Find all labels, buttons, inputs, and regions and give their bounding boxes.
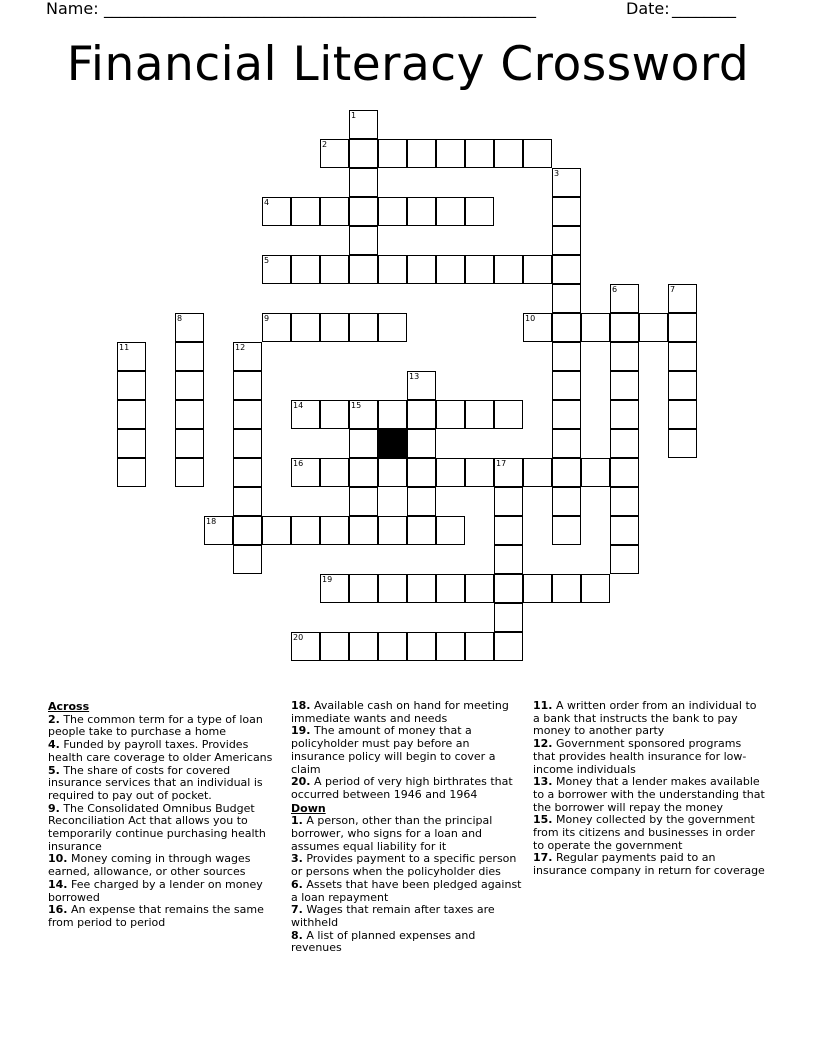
grid-cell[interactable]	[552, 313, 581, 342]
grid-cell[interactable]	[465, 197, 494, 226]
clue-item	[291, 725, 523, 776]
clue-text: A written order from an individual to a bank that instructs the bank to pay money to another party	[533, 699, 757, 738]
grid-cell[interactable]	[175, 429, 204, 458]
clue-item	[291, 930, 523, 955]
grid-cell[interactable]	[436, 139, 465, 168]
clue-item	[48, 853, 280, 878]
grid-cell[interactable]	[233, 342, 262, 371]
grid-cell[interactable]	[117, 342, 146, 371]
grid-cell[interactable]	[291, 632, 320, 661]
grid-cell[interactable]	[378, 458, 407, 487]
grid-cell[interactable]	[175, 400, 204, 429]
grid-cell[interactable]	[175, 458, 204, 487]
clue-item	[48, 879, 280, 904]
grid-cell[interactable]	[552, 458, 581, 487]
clue-item	[48, 739, 280, 764]
clue-number-label: 2.	[48, 712, 60, 726]
clue-number: 15	[351, 401, 362, 410]
grid-cell[interactable]	[262, 197, 291, 226]
clue-number-label: 12.	[533, 737, 553, 751]
grid-cell[interactable]	[523, 458, 552, 487]
grid-cell[interactable]	[494, 255, 523, 284]
clue-text: Available cash on hand for meeting immediate wants and needs	[291, 699, 509, 725]
grid-cell[interactable]	[349, 458, 378, 487]
clue-number-label: 8.	[291, 928, 303, 942]
clue-number-label: 10.	[48, 852, 68, 866]
grid-cell[interactable]	[349, 313, 378, 342]
grid-cell[interactable]	[552, 429, 581, 458]
clue-item	[291, 853, 523, 878]
grid-cell[interactable]	[668, 342, 697, 371]
clue-text: A list of planned expenses and revenues	[291, 928, 476, 955]
clue-number-label: 18.	[291, 699, 311, 712]
grid-cell[interactable]	[291, 516, 320, 545]
clue-number: 14	[293, 401, 304, 410]
clue-item	[291, 700, 523, 725]
clue-item	[533, 700, 765, 738]
grid-cell[interactable]	[610, 487, 639, 516]
grid-cell[interactable]	[407, 400, 436, 429]
clue-item	[533, 776, 765, 814]
grid-cell[interactable]	[407, 632, 436, 661]
grid-cell[interactable]	[291, 458, 320, 487]
grid-cell[interactable]	[117, 458, 146, 487]
grid-cell[interactable]	[233, 429, 262, 458]
clue-number-label: 1.	[291, 814, 303, 828]
grid-cell[interactable]	[378, 516, 407, 545]
clue-text: Wages that remain after taxes are withheld	[291, 903, 495, 929]
grid-cell[interactable]	[349, 168, 378, 197]
grid-cell[interactable]	[436, 197, 465, 226]
clue-number-label: 5.	[48, 763, 60, 777]
clue-text: Government sponsored programs that provides health insurance for low-income individuals	[533, 737, 747, 776]
clue-number-label: 4.	[48, 738, 60, 752]
clue-column-1	[48, 700, 280, 930]
name-label: Name:	[46, 0, 99, 18]
clue-number: 16	[293, 459, 304, 468]
grid-cell[interactable]	[291, 197, 320, 226]
clue-number: 5	[264, 256, 270, 265]
grid-cell[interactable]	[436, 632, 465, 661]
grid-cell[interactable]	[378, 400, 407, 429]
clue-text: Provides payment to a specific person or persons when the policyholder dies	[291, 852, 517, 879]
grid-cell[interactable]	[494, 545, 523, 574]
clue-number: 13	[409, 372, 420, 381]
grid-cell[interactable]	[407, 487, 436, 516]
grid-cell[interactable]	[262, 313, 291, 342]
grid-cell[interactable]	[262, 255, 291, 284]
grid-cell[interactable]	[175, 342, 204, 371]
grid-cell[interactable]	[407, 429, 436, 458]
clue-number-label: 9.	[48, 801, 60, 815]
grid-cell[interactable]	[523, 255, 552, 284]
grid-cell[interactable]	[610, 429, 639, 458]
grid-cell[interactable]	[407, 197, 436, 226]
grid-block	[378, 429, 407, 458]
grid-cell[interactable]	[349, 487, 378, 516]
clue-item	[533, 738, 765, 776]
grid-cell[interactable]	[639, 313, 668, 342]
grid-cell[interactable]	[552, 574, 581, 603]
grid-cell[interactable]	[465, 139, 494, 168]
grid-cell[interactable]	[349, 197, 378, 226]
grid-cell[interactable]	[320, 574, 349, 603]
grid-cell[interactable]	[349, 255, 378, 284]
grid-cell[interactable]	[523, 313, 552, 342]
across-heading: Across	[48, 700, 90, 713]
grid-cell[interactable]	[175, 371, 204, 400]
clue-text: A person, other than the principal borrower, who signs for a loan and assumes equal liability for it	[291, 814, 493, 853]
grid-cell[interactable]	[610, 342, 639, 371]
grid-cell[interactable]	[668, 284, 697, 313]
name-line: ______________________________________________________	[104, 0, 536, 18]
grid-cell[interactable]	[668, 371, 697, 400]
clue-number-label: 7.	[291, 903, 303, 917]
clue-number: 18	[206, 517, 217, 526]
grid-cell[interactable]	[610, 516, 639, 545]
grid-cell[interactable]	[349, 110, 378, 139]
grid-cell[interactable]	[349, 400, 378, 429]
grid-cell[interactable]	[610, 284, 639, 313]
clue-text: A period of very high birthrates that occurred between 1946 and 1964	[291, 775, 513, 801]
clue-item	[533, 814, 765, 852]
clue-number: 9	[264, 314, 270, 323]
clue-text: The share of costs for covered insurance services that an individual is required to pay out of pocket.	[48, 763, 263, 802]
grid-cell[interactable]	[494, 458, 523, 487]
clue-text: Fee charged by a lender on money borrowed	[48, 877, 263, 904]
grid-cell[interactable]	[378, 574, 407, 603]
grid-cell[interactable]	[320, 632, 349, 661]
grid-cell[interactable]	[378, 632, 407, 661]
grid-cell[interactable]	[378, 313, 407, 342]
clue-item	[291, 776, 523, 801]
clue-number-label: 17.	[533, 851, 553, 865]
grid-cell[interactable]	[233, 516, 262, 545]
clue-column-2	[291, 700, 523, 955]
clue-item	[48, 714, 280, 739]
grid-cell[interactable]	[552, 226, 581, 255]
date-line: ________	[672, 0, 736, 18]
clue-number: 6	[612, 285, 618, 294]
clue-item	[291, 815, 523, 853]
clue-item	[48, 765, 280, 803]
grid-cell[interactable]	[465, 400, 494, 429]
grid-cell[interactable]	[233, 400, 262, 429]
grid-cell[interactable]	[494, 400, 523, 429]
grid-cell[interactable]	[552, 255, 581, 284]
grid-cell[interactable]	[204, 516, 233, 545]
grid-cell[interactable]	[610, 313, 639, 342]
grid-cell[interactable]	[349, 632, 378, 661]
clue-number-label: 6.	[291, 877, 303, 891]
clue-number-label: 20.	[291, 775, 311, 789]
grid-cell[interactable]	[436, 574, 465, 603]
down-heading: Down	[291, 801, 326, 815]
clue-number: 8	[177, 314, 183, 323]
grid-cell[interactable]	[233, 487, 262, 516]
grid-cell[interactable]	[320, 400, 349, 429]
grid-cell[interactable]	[407, 255, 436, 284]
grid-cell[interactable]	[349, 516, 378, 545]
grid-cell[interactable]	[610, 458, 639, 487]
grid-cell[interactable]	[233, 458, 262, 487]
clue-number-label: 14.	[48, 877, 68, 891]
clue-item	[48, 904, 280, 929]
grid-cell[interactable]	[378, 197, 407, 226]
grid-cell[interactable]	[349, 429, 378, 458]
clue-number-label: 15.	[533, 813, 553, 827]
grid-cell[interactable]	[494, 603, 523, 632]
clue-number: 17	[496, 459, 507, 468]
grid-cell[interactable]	[465, 632, 494, 661]
grid-cell[interactable]	[668, 400, 697, 429]
clue-number: 1	[351, 111, 357, 120]
grid-cell[interactable]	[610, 400, 639, 429]
clue-text: Funded by payroll taxes. Provides health care coverage to older Americans	[48, 738, 273, 764]
grid-cell[interactable]	[407, 139, 436, 168]
grid-cell[interactable]	[494, 574, 523, 603]
clue-number-label: 16.	[48, 903, 68, 917]
grid-cell[interactable]	[494, 632, 523, 661]
clue-number: 11	[119, 343, 130, 352]
clue-number: 10	[525, 314, 536, 323]
clue-item	[48, 803, 280, 854]
clue-item	[533, 852, 765, 877]
clue-text: Assets that have been pledged against a loan repayment	[291, 877, 522, 904]
grid-cell[interactable]	[523, 139, 552, 168]
grid-cell[interactable]	[494, 516, 523, 545]
clue-number-label: 11.	[533, 699, 553, 712]
grid-cell[interactable]	[552, 400, 581, 429]
clue-text: The Consolidated Omnibus Budget Reconciliation Act that allows you to temporarily continue purchasing health insurance	[48, 801, 266, 853]
grid-cell[interactable]	[668, 313, 697, 342]
grid-cell[interactable]	[436, 458, 465, 487]
grid-cell[interactable]	[581, 458, 610, 487]
clue-text: The common term for a type of loan people take to purchase a home	[48, 712, 263, 739]
grid-cell[interactable]	[320, 516, 349, 545]
grid-cell[interactable]	[117, 371, 146, 400]
clue-number: 7	[670, 285, 676, 294]
clue-number: 12	[235, 343, 246, 352]
grid-cell[interactable]	[117, 400, 146, 429]
grid-cell[interactable]	[552, 284, 581, 313]
grid-cell[interactable]	[349, 574, 378, 603]
clue-text: Money that a lender makes available to a borrower with the understanding that the borrower will repay the money	[533, 775, 765, 814]
clue-item	[291, 879, 523, 904]
grid-cell[interactable]	[407, 371, 436, 400]
clue-number: 3	[554, 169, 560, 178]
grid-cell[interactable]	[552, 168, 581, 197]
clue-number: 4	[264, 198, 270, 207]
grid-cell[interactable]	[465, 255, 494, 284]
grid-cell[interactable]	[320, 313, 349, 342]
grid-cell[interactable]	[610, 371, 639, 400]
clue-item	[291, 904, 523, 929]
grid-cell[interactable]	[233, 545, 262, 574]
grid-cell[interactable]	[668, 429, 697, 458]
grid-cell[interactable]	[552, 371, 581, 400]
grid-cell[interactable]	[407, 516, 436, 545]
clue-column-3	[533, 700, 765, 878]
grid-cell[interactable]	[581, 313, 610, 342]
clue-number: 20	[293, 633, 304, 642]
date-label: Date:	[626, 0, 670, 18]
grid-cell[interactable]	[407, 574, 436, 603]
grid-cell[interactable]	[552, 516, 581, 545]
clue-text: The amount of money that a policyholder must pay before an insurance policy will begin to cover a claim	[291, 724, 496, 776]
grid-cell[interactable]	[291, 255, 320, 284]
clue-number: 2	[322, 140, 328, 149]
grid-cell[interactable]	[436, 255, 465, 284]
grid-cell[interactable]	[378, 139, 407, 168]
grid-cell[interactable]	[320, 458, 349, 487]
clue-text: Money coming in through wages earned, allowance, or other sources	[48, 852, 251, 879]
clue-number-label: 19.	[291, 724, 311, 738]
grid-cell[interactable]	[436, 516, 465, 545]
grid-cell[interactable]	[262, 516, 291, 545]
grid-cell[interactable]	[291, 400, 320, 429]
grid-cell[interactable]	[436, 400, 465, 429]
grid-cell[interactable]	[349, 226, 378, 255]
grid-cell[interactable]	[378, 255, 407, 284]
grid-cell[interactable]	[320, 197, 349, 226]
grid-cell[interactable]	[291, 313, 320, 342]
grid-cell[interactable]	[175, 313, 204, 342]
page-title: Financial Literacy Crossword	[66, 37, 750, 92]
grid-cell[interactable]	[117, 429, 146, 458]
clue-text: Regular payments paid to an insurance company in return for coverage	[533, 851, 765, 878]
clue-number-label: 13.	[533, 775, 553, 789]
grid-cell[interactable]	[465, 574, 494, 603]
clue-text: Money collected by the government from its citizens and businesses in order to operate the government	[533, 813, 755, 852]
clue-number-label: 3.	[291, 852, 303, 866]
clue-number: 19	[322, 575, 333, 584]
grid-cell[interactable]	[523, 574, 552, 603]
grid-cell[interactable]	[581, 574, 610, 603]
grid-cell[interactable]	[407, 458, 436, 487]
grid-cell[interactable]	[494, 139, 523, 168]
grid-cell[interactable]	[349, 139, 378, 168]
grid-cell[interactable]	[233, 371, 262, 400]
grid-cell[interactable]	[552, 342, 581, 371]
clue-text: An expense that remains the same from period to period	[48, 903, 264, 929]
grid-cell[interactable]	[552, 197, 581, 226]
grid-cell[interactable]	[610, 545, 639, 574]
grid-cell[interactable]	[320, 255, 349, 284]
grid-cell[interactable]	[552, 487, 581, 516]
grid-cell[interactable]	[465, 458, 494, 487]
grid-cell[interactable]	[494, 487, 523, 516]
grid-cell[interactable]	[320, 139, 349, 168]
